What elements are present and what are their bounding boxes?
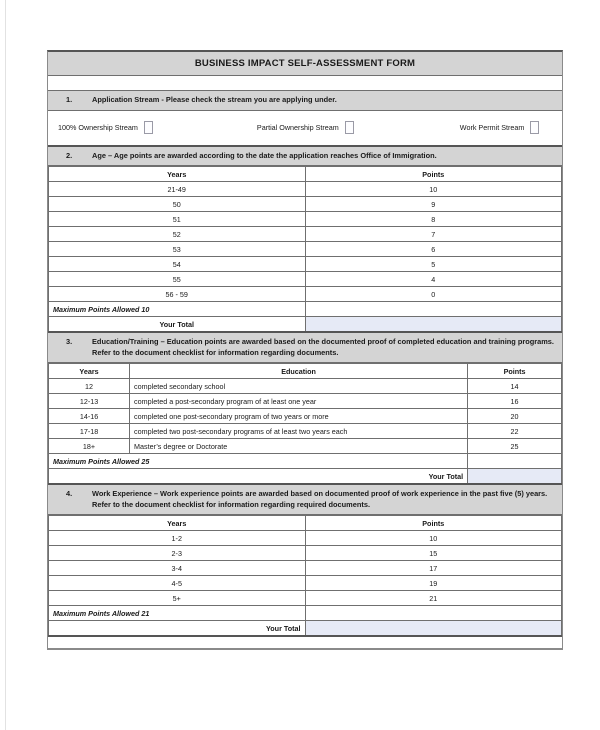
work-max-points: Maximum Points Allowed 21 [49,606,306,621]
table-row [49,227,562,242]
age-row-points: 9 [305,197,562,212]
checkbox-work-permit-stream[interactable] [530,121,539,134]
education-max-points-empty-cell [468,454,562,469]
work-column-header-points: Points [305,516,562,531]
table-row [49,409,562,424]
section-2-number: 2. [66,150,73,160]
age-max-points: Maximum Points Allowed 10 [49,302,306,317]
table-header-row [49,516,562,531]
education-total-input[interactable] [468,469,562,484]
section-4-heading [48,485,562,515]
stream-option-work-permit[interactable] [460,121,540,134]
checkbox-100-ownership-stream[interactable] [144,121,153,134]
education-row-description: completed two post-secondary programs of at least two years each [130,424,468,439]
section-4-heading-line2: Refer to the document checklist for information regarding required documents. [92,499,371,509]
stream-option-100-ownership-label: 100% Ownership Stream [58,123,138,133]
age-row-points: 7 [305,227,562,242]
age-row-years: 54 [49,257,306,272]
work-total-label: Your Total [49,621,306,636]
your-total-row [49,621,562,636]
table-row [49,394,562,409]
work-experience-points-table [48,515,562,637]
form-document [47,50,563,650]
application-stream-options [48,111,562,147]
table-row [49,561,562,576]
section-1-number: 1. [66,95,73,104]
table-row [49,272,562,287]
section-3-heading-line1: Education/Training – Education points are awarded based on the documented proof of completed education and training programs. [92,336,554,346]
age-row-points: 5 [305,257,562,272]
age-row-years: 55 [49,272,306,287]
education-points-table [48,363,562,485]
education-row-points: 25 [468,439,562,454]
education-row-description: completed secondary school [130,379,468,394]
table-header-row [49,364,562,379]
table-row [49,439,562,454]
education-row-points: 16 [468,394,562,409]
your-total-row [49,317,562,332]
work-max-points-empty-cell [305,606,562,621]
table-row [49,257,562,272]
education-row-description: Master’s degree or Doctorate [130,439,468,454]
stream-option-partial-ownership[interactable] [257,121,354,134]
age-row-years: 51 [49,212,306,227]
section-4-heading-line1: Work Experience – Work experience points are awarded based on documented proof of work experience in the past five (5) years. [92,488,548,498]
table-row [49,197,562,212]
education-column-header-education: Education [130,364,468,379]
max-points-row [49,606,562,621]
education-row-points: 20 [468,409,562,424]
table-row [49,424,562,439]
age-column-header-points: Points [305,167,562,182]
section-2-heading-text: Age – Age points are awarded according to the date the application reaches Office of Immigration. [92,150,437,160]
education-row-description: completed one post-secondary program of two years or more [130,409,468,424]
section-3-heading-line2: Refer to the document checklist for information regarding documents. [92,347,339,357]
age-row-points: 8 [305,212,562,227]
age-row-years: 52 [49,227,306,242]
age-column-header-years: Years [49,167,306,182]
age-total-input[interactable] [305,317,562,332]
section-4-heading-text [66,489,556,510]
age-row-points: 6 [305,242,562,257]
age-row-points: 0 [305,287,562,302]
work-row-points: 19 [305,576,562,591]
work-row-years: 2-3 [49,546,306,561]
education-row-points: 22 [468,424,562,439]
your-total-row [49,469,562,484]
education-row-years: 18+ [49,439,130,454]
table-row [49,379,562,394]
stream-option-partial-ownership-label: Partial Ownership Stream [256,123,339,133]
education-row-years: 12 [49,379,130,394]
section-5-heading-cutoff [48,637,562,649]
age-row-points: 10 [305,182,562,197]
work-row-years: 1-2 [49,531,306,546]
age-row-years: 53 [49,242,306,257]
education-total-label: Your Total [49,469,468,484]
table-row [49,576,562,591]
age-row-years: 50 [49,197,306,212]
education-row-description: completed a post-secondary program of at least one year [130,394,468,409]
work-row-points: 17 [305,561,562,576]
education-column-header-points: Points [468,364,562,379]
education-row-years: 14-16 [49,409,130,424]
age-max-points-empty-cell [305,302,562,317]
education-max-points: Maximum Points Allowed 25 [49,454,468,469]
section-3-number: 3. [66,336,73,346]
work-column-header-years: Years [49,516,306,531]
section-1-heading-text: Application Stream - Please check the stream you are applying under. [92,95,337,104]
table-row [49,591,562,606]
max-points-row [49,302,562,317]
form-title: BUSINESS IMPACT SELF-ASSESSMENT FORM [48,52,562,76]
max-points-row [49,454,562,469]
work-row-years: 4-5 [49,576,306,591]
age-row-years: 21-49 [49,182,306,197]
work-row-points: 10 [305,531,562,546]
age-row-points: 4 [305,272,562,287]
work-total-input[interactable] [305,621,562,636]
stream-option-100-ownership[interactable] [58,121,153,134]
age-points-table [48,166,562,333]
education-row-years: 12-13 [49,394,130,409]
work-row-points: 15 [305,546,562,561]
age-row-years: 56 - 59 [49,287,306,302]
education-row-points: 14 [468,379,562,394]
education-column-header-years: Years [49,364,130,379]
table-row [49,546,562,561]
table-row [49,287,562,302]
table-row [49,182,562,197]
section-1-heading [48,91,562,111]
age-total-label: Your Total [49,317,306,332]
stream-option-work-permit-label: Work Permit Stream [459,123,525,133]
table-row [49,242,562,257]
page-edge-line [5,0,6,730]
table-header-row [49,167,562,182]
work-row-years: 3-4 [49,561,306,576]
work-row-years: 5+ [49,591,306,606]
section-3-heading-text [66,337,556,358]
table-row [49,531,562,546]
checkbox-partial-ownership-stream[interactable] [345,121,354,134]
title-spacer-row [48,76,562,91]
section-4-number: 4. [66,488,73,498]
work-row-points: 21 [305,591,562,606]
table-row [49,212,562,227]
section-3-heading [48,333,562,363]
education-row-years: 17-18 [49,424,130,439]
section-2-heading [48,147,562,167]
